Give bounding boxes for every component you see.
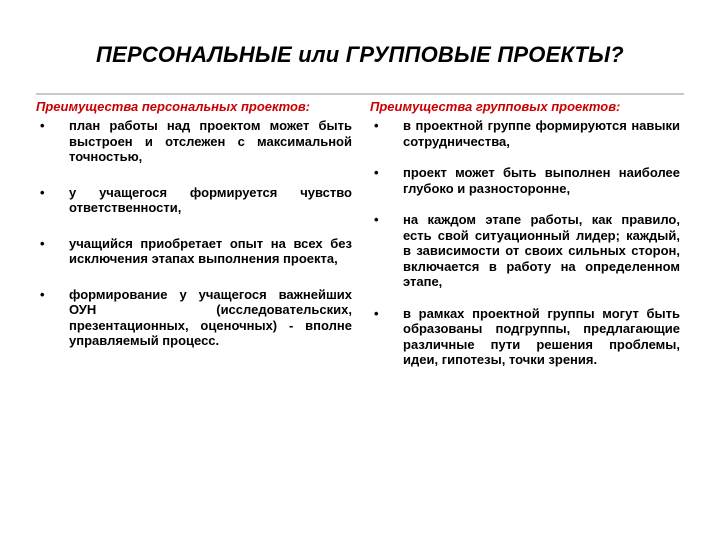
- list-item-text: в рамках проектной группы могут быть образованы подгруппы, предлагающие различные пути решения проблемы, идеи, гипотезы, точки зрения.: [403, 305, 680, 367]
- list-item: [36, 185, 352, 216]
- list-item: [36, 236, 352, 267]
- list-item: [370, 212, 680, 290]
- title-divider: [36, 93, 684, 95]
- list-item-text: формирование у учащегося важнейших ОУН (исследовательских, презентационных, оценочных) - вполне управляемый процесс.: [69, 286, 352, 348]
- list-item-text: учащийся приобретает опыт на всех без исключения этапах выполнения проекта,: [69, 235, 352, 266]
- list-item: [36, 287, 352, 349]
- bullet-icon: •: [40, 118, 45, 133]
- bullet-icon: •: [374, 305, 379, 321]
- personal-projects-column: [36, 98, 352, 369]
- group-advantages-list: [370, 118, 680, 368]
- page-title: ПЕРСОНАЛЬНЫЕ или ГРУППОВЫЕ ПРОЕКТЫ?: [96, 42, 624, 67]
- list-item: [370, 165, 680, 196]
- list-item: [370, 118, 680, 149]
- personal-advantages-list: [36, 118, 352, 349]
- bullet-icon: •: [40, 235, 45, 251]
- bullet-icon: •: [374, 165, 379, 180]
- group-projects-heading: Преимущества групповых проектов:: [370, 99, 621, 114]
- list-item-text: на каждом этапе работы, как правило, есть свой ситуационный лидер; каждый, в зависимости от своих сильных сторон, включается в работу на определенном этапе,: [403, 212, 680, 289]
- bullet-icon: •: [40, 184, 45, 200]
- list-item-text: проект может быть выполнен наиболее глубоко и разносторонне,: [403, 165, 680, 196]
- personal-projects-heading: Преимущества персональных проектов:: [36, 99, 311, 114]
- bullet-icon: •: [374, 118, 379, 133]
- group-projects-column: [370, 98, 680, 384]
- list-item: [36, 118, 352, 165]
- bullet-icon: •: [374, 212, 379, 227]
- list-item: [370, 306, 680, 368]
- list-item-text: у учащегося формируется чувство ответственности,: [69, 184, 352, 215]
- list-item-text: план работы над проектом может быть выстроен и отслежен с максимальной точностью,: [69, 118, 352, 164]
- list-item-text: в проектной группе формируются навыки сотрудничества,: [403, 118, 680, 149]
- bullet-icon: •: [40, 286, 45, 302]
